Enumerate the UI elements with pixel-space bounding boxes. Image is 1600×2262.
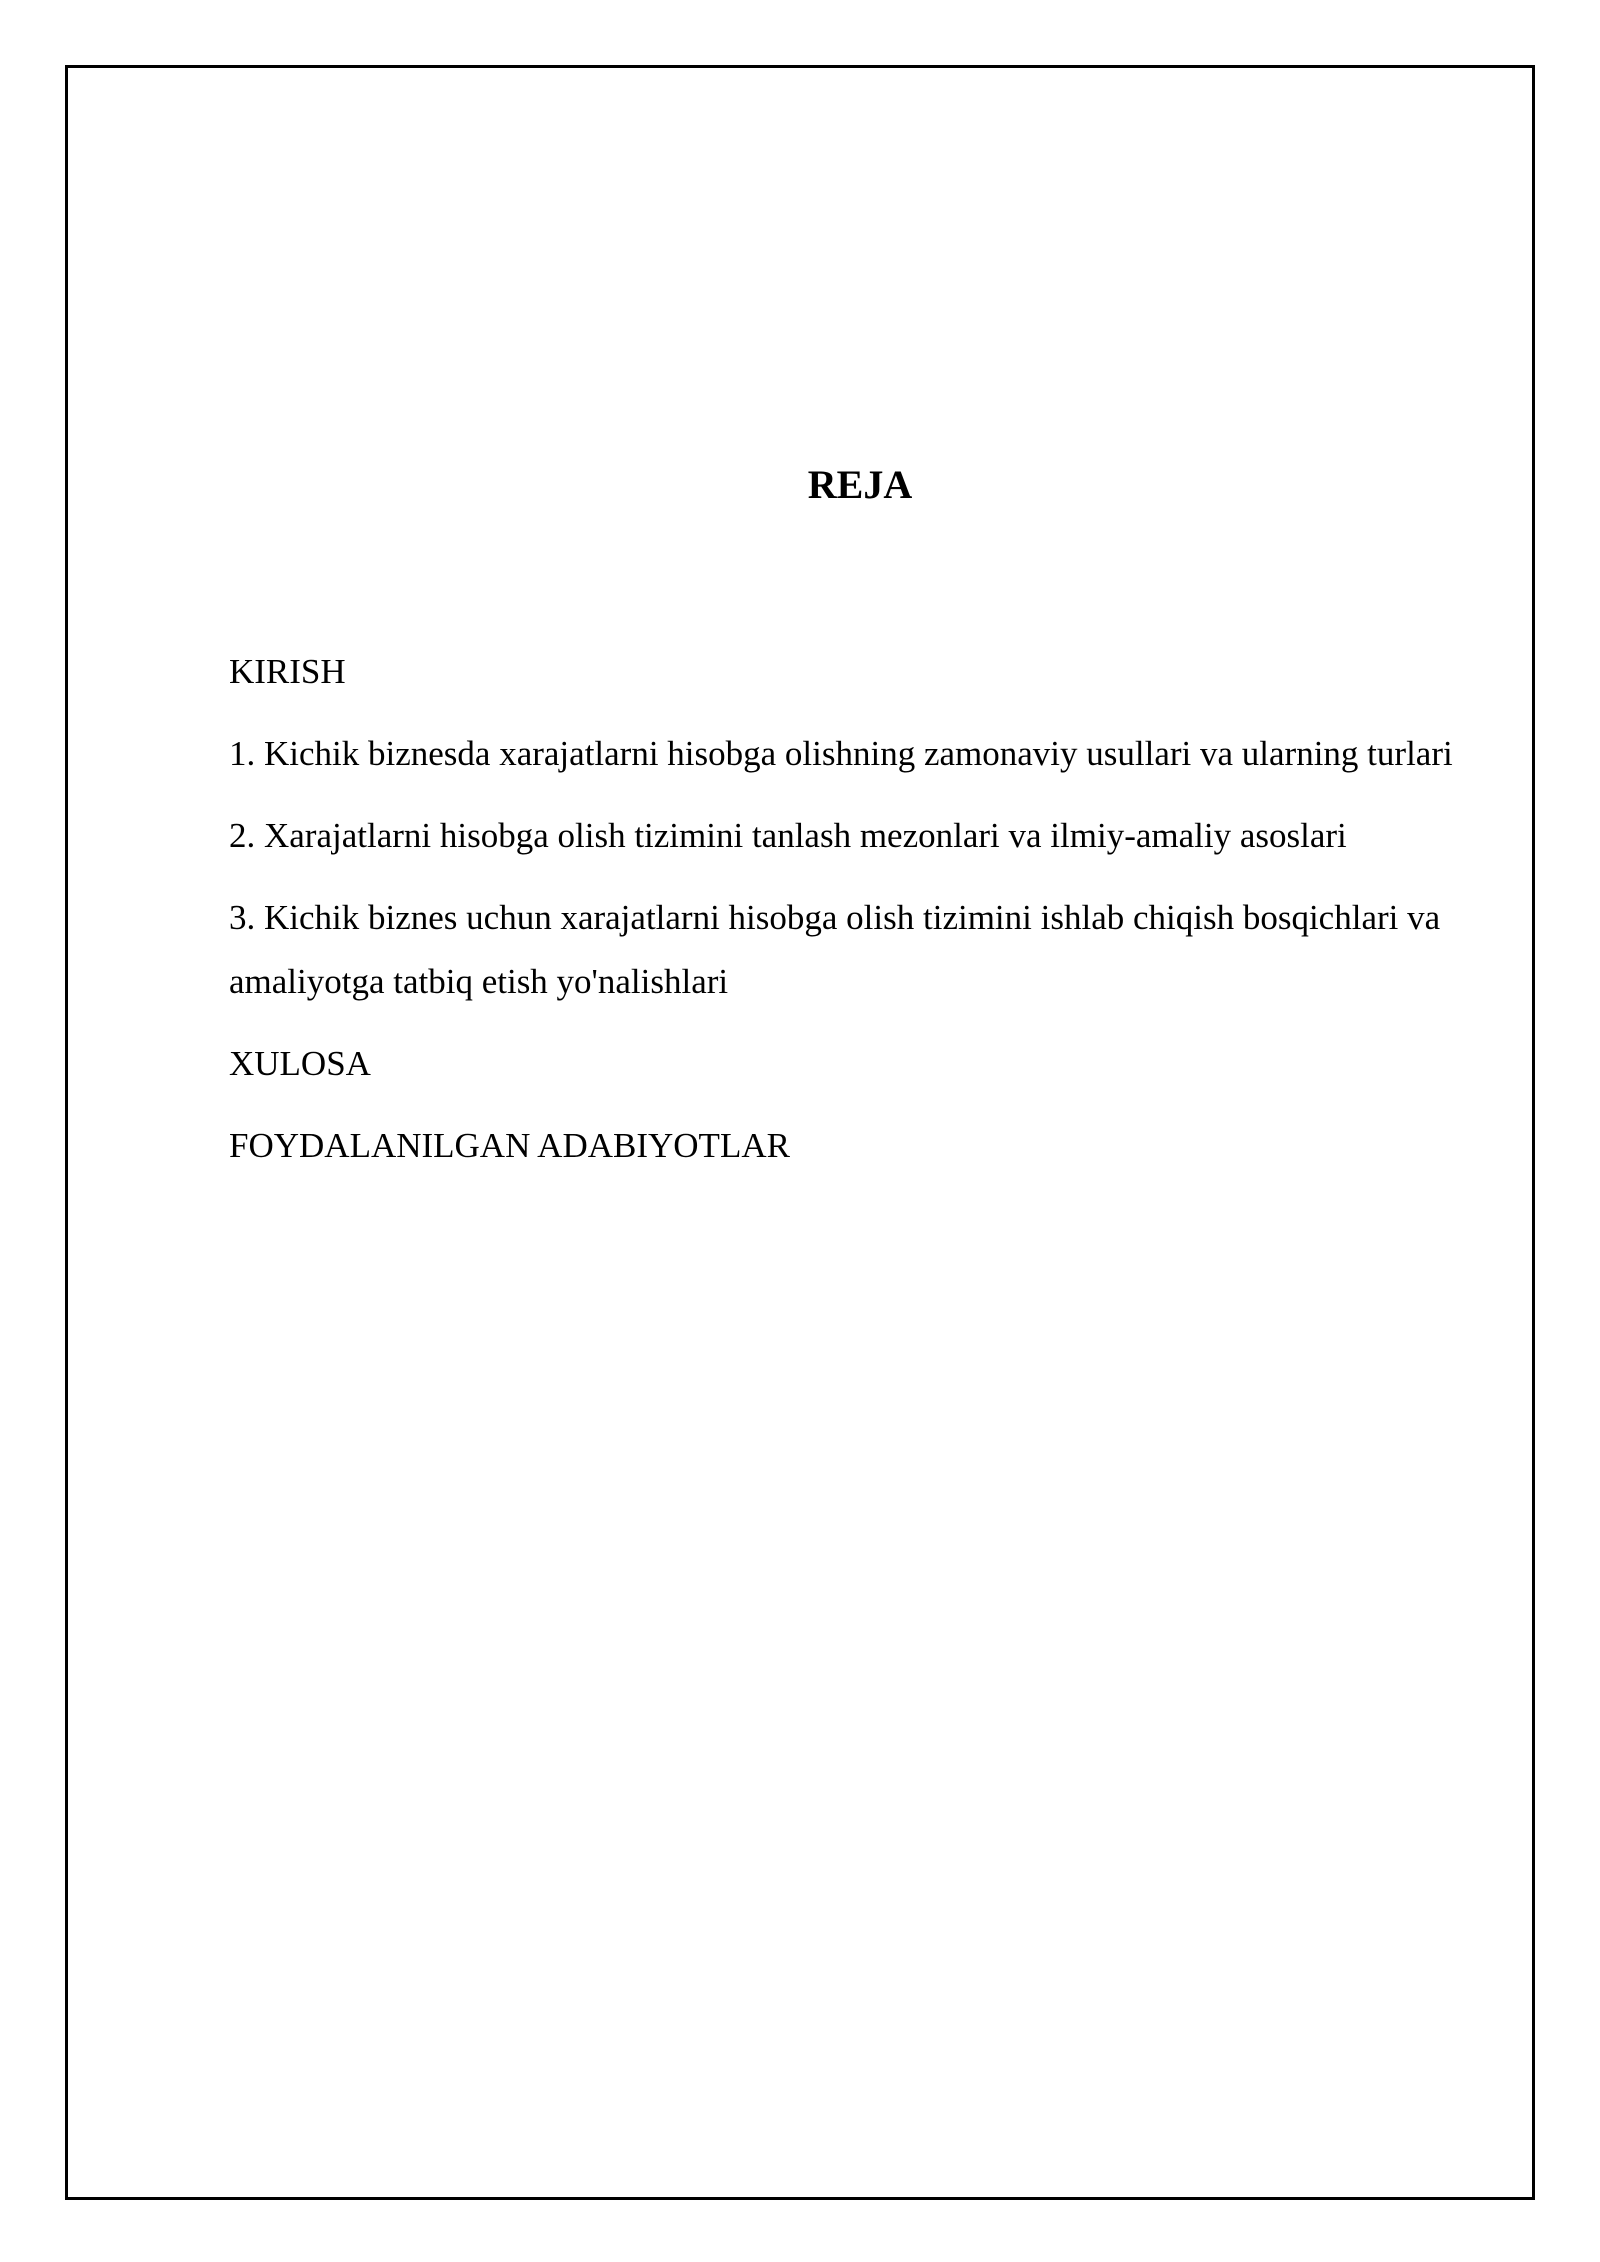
plan-item-conclusion: XULOSA xyxy=(229,1044,371,1083)
plan-item-references: FOYDALANILGAN ADABIYOTLAR xyxy=(229,1126,790,1165)
page-title: REJA xyxy=(807,462,913,507)
plan-item-chapter-1: 1. Kichik biznesda xarajatlarni hisobga olishning zamonaviy usullari va ularning turlari xyxy=(229,734,1453,773)
plan-item-chapter-3: 3. Kichik biznes uchun xarajatlarni hisobga olish tizimini ishlab chiqish bosqichlari va amaliyotga tatbiq etish yo'nalishlari xyxy=(229,898,1441,1001)
plan-item-introduction: KIRISH xyxy=(229,652,346,691)
plan-item-chapter-2: 2. Xarajatlarni hisobga olish tizimini tanlash mezonlari va ilmiy-amaliy asoslari xyxy=(229,816,1347,855)
plan-list xyxy=(229,640,1504,1196)
